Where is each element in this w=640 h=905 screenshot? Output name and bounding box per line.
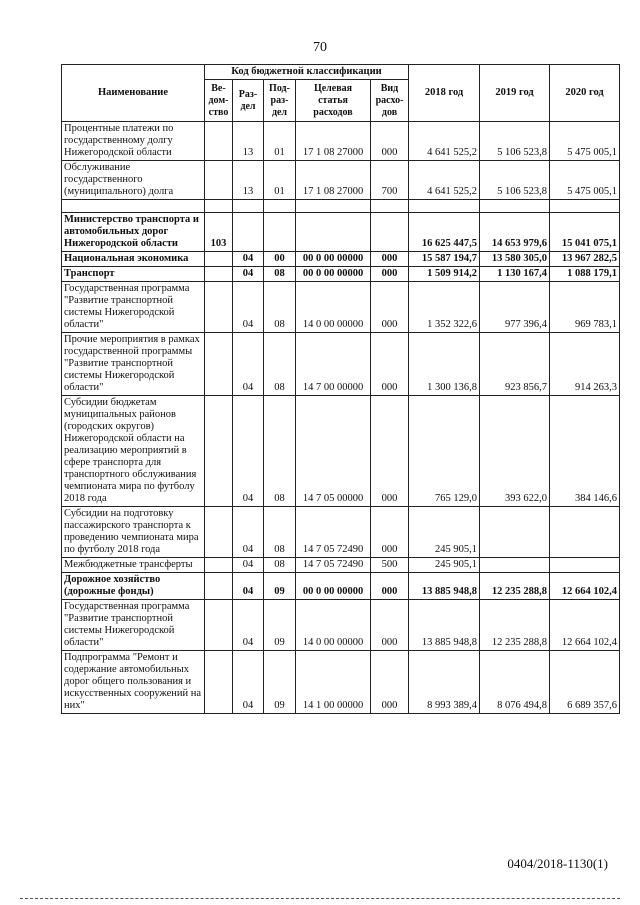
cell-2020: 1 088 179,1: [550, 267, 620, 282]
empty-cell: [550, 200, 620, 213]
empty-cell: [233, 200, 264, 213]
cell-2020: [550, 507, 620, 558]
cell-vedomstvo: [205, 333, 233, 396]
cell-podrazdel: 08: [264, 333, 296, 396]
cell-expense-type: 000: [371, 573, 409, 600]
cell-name: Транспорт: [62, 267, 205, 282]
page-number: 70: [313, 40, 327, 55]
page-bottom-rule: [20, 898, 620, 899]
cell-expense-type: 000: [371, 600, 409, 651]
cell-target-article: 14 1 00 00000: [296, 651, 371, 714]
cell-razdel: 04: [233, 558, 264, 573]
cell-vedomstvo: [205, 600, 233, 651]
cell-target-article: 14 0 00 00000: [296, 600, 371, 651]
cell-2018: 8 993 389,4: [409, 651, 480, 714]
cell-podrazdel: 09: [264, 573, 296, 600]
cell-2019: 1 130 167,4: [480, 267, 550, 282]
empty-cell: [409, 200, 480, 213]
cell-expense-type: 000: [371, 333, 409, 396]
cell-vedomstvo: [205, 651, 233, 714]
cell-2019: 13 580 305,0: [480, 252, 550, 267]
cell-target-article: 00 0 00 00000: [296, 252, 371, 267]
cell-vedomstvo: [205, 267, 233, 282]
cell-2020: 384 146,6: [550, 396, 620, 507]
cell-target-article: 14 7 05 72490: [296, 507, 371, 558]
cell-podrazdel: 08: [264, 282, 296, 333]
cell-expense-type: 000: [371, 507, 409, 558]
cell-2019: 5 106 523,8: [480, 161, 550, 200]
cell-2019: 5 106 523,8: [480, 122, 550, 161]
table-row: [62, 396, 620, 507]
budget-table: [61, 64, 620, 714]
spacer-row: [62, 200, 620, 213]
cell-name: Дорожное хозяйство (дорожные фонды): [62, 573, 205, 600]
cell-vedomstvo: [205, 507, 233, 558]
cell-2019: 393 622,0: [480, 396, 550, 507]
cell-2020: 6 689 357,6: [550, 651, 620, 714]
cell-expense-type: 000: [371, 267, 409, 282]
cell-expense-type: 000: [371, 122, 409, 161]
table-row: [62, 282, 620, 333]
cell-2019: 12 235 288,8: [480, 600, 550, 651]
empty-cell: [296, 200, 371, 213]
cell-name: Государственная программа "Развитие транспортной системы Нижегородской области": [62, 282, 205, 333]
header-vedomstvo: Ве-дом-ство: [205, 80, 233, 122]
cell-razdel: 13: [233, 122, 264, 161]
cell-name: Обслуживание государственного (муниципального) долга: [62, 161, 205, 200]
cell-razdel: 04: [233, 651, 264, 714]
cell-podrazdel: 08: [264, 507, 296, 558]
header-target-article: Целевая статья расходов: [296, 80, 371, 122]
cell-name: Прочие мероприятия в рамках государственной программы "Развитие транспортной системы Нижегородской области": [62, 333, 205, 396]
cell-2020: 969 783,1: [550, 282, 620, 333]
cell-name: Национальная экономика: [62, 252, 205, 267]
cell-razdel: 04: [233, 282, 264, 333]
cell-podrazdel: 09: [264, 651, 296, 714]
cell-razdel: 04: [233, 333, 264, 396]
table-row: [62, 333, 620, 396]
cell-2020: 12 664 102,4: [550, 573, 620, 600]
cell-expense-type: 500: [371, 558, 409, 573]
empty-cell: [62, 200, 205, 213]
cell-2020: 15 041 075,1: [550, 213, 620, 252]
table-row: [62, 573, 620, 600]
cell-name: Субсидии на подготовку пассажирского транспорта к проведению чемпионата мира по футболу 2018 года: [62, 507, 205, 558]
cell-expense-type: 000: [371, 252, 409, 267]
cell-podrazdel: [264, 213, 296, 252]
cell-podrazdel: 01: [264, 161, 296, 200]
empty-cell: [371, 200, 409, 213]
cell-podrazdel: 08: [264, 396, 296, 507]
cell-name: Межбюджетные трансферты: [62, 558, 205, 573]
cell-2018: 1 509 914,2: [409, 267, 480, 282]
cell-razdel: 04: [233, 600, 264, 651]
cell-name: Министерство транспорта и автомобильных дорог Нижегородской области: [62, 213, 205, 252]
cell-2018: 1 352 322,6: [409, 282, 480, 333]
cell-expense-type: [371, 213, 409, 252]
cell-target-article: 17 1 08 27000: [296, 161, 371, 200]
cell-vedomstvo: [205, 122, 233, 161]
cell-vedomstvo: [205, 573, 233, 600]
cell-vedomstvo: [205, 161, 233, 200]
table-row: [62, 122, 620, 161]
cell-2018: 13 885 948,8: [409, 573, 480, 600]
cell-podrazdel: 08: [264, 558, 296, 573]
table-row: [62, 507, 620, 558]
cell-name: Субсидии бюджетам муниципальных районов (городских округов) Нижегородской области на реализацию мероприятий в сфере транспорта для транспортного обслуживания чемпионата мира по футболу 2018 года: [62, 396, 205, 507]
cell-2019: 8 076 494,8: [480, 651, 550, 714]
cell-podrazdel: 01: [264, 122, 296, 161]
cell-2020: 12 664 102,4: [550, 600, 620, 651]
table-row: [62, 213, 620, 252]
cell-target-article: 00 0 00 00000: [296, 267, 371, 282]
table-row: [62, 252, 620, 267]
cell-target-article: 17 1 08 27000: [296, 122, 371, 161]
cell-2018: 4 641 525,2: [409, 161, 480, 200]
document-code: 0404/2018-1130(1): [507, 856, 608, 871]
cell-razdel: 04: [233, 252, 264, 267]
table-row: [62, 651, 620, 714]
cell-2018: 245 905,1: [409, 558, 480, 573]
cell-2019: 12 235 288,8: [480, 573, 550, 600]
cell-2018: 1 300 136,8: [409, 333, 480, 396]
cell-2019: 14 653 979,6: [480, 213, 550, 252]
cell-2019: 923 856,7: [480, 333, 550, 396]
cell-vedomstvo: [205, 252, 233, 267]
cell-2020: 914 263,3: [550, 333, 620, 396]
cell-podrazdel: 00: [264, 252, 296, 267]
table-row: [62, 161, 620, 200]
table-row: [62, 558, 620, 573]
table-row: [62, 600, 620, 651]
header-2020: 2020 год: [550, 65, 620, 122]
cell-2018: 4 641 525,2: [409, 122, 480, 161]
empty-cell: [264, 200, 296, 213]
cell-vedomstvo: 103: [205, 213, 233, 252]
header-2019: 2019 год: [480, 65, 550, 122]
cell-target-article: 14 7 05 00000: [296, 396, 371, 507]
cell-razdel: [233, 213, 264, 252]
cell-vedomstvo: [205, 282, 233, 333]
cell-name: Процентные платежи по государственному долгу Нижегородской области: [62, 122, 205, 161]
cell-expense-type: 000: [371, 282, 409, 333]
header-expense-type: Вид расхо-дов: [371, 80, 409, 122]
cell-expense-type: 000: [371, 651, 409, 714]
empty-cell: [205, 200, 233, 213]
cell-vedomstvo: [205, 558, 233, 573]
cell-2018: 13 885 948,8: [409, 600, 480, 651]
cell-target-article: 14 7 05 72490: [296, 558, 371, 573]
cell-name: Государственная программа "Развитие транспортной системы Нижегородской области": [62, 600, 205, 651]
cell-target-article: 14 0 00 00000: [296, 282, 371, 333]
cell-2018: 765 129,0: [409, 396, 480, 507]
cell-expense-type: 000: [371, 396, 409, 507]
header-classification-group: Код бюджетной классификации: [205, 65, 409, 80]
cell-2018: 16 625 447,5: [409, 213, 480, 252]
cell-razdel: 04: [233, 396, 264, 507]
cell-2020: 13 967 282,5: [550, 252, 620, 267]
cell-vedomstvo: [205, 396, 233, 507]
header-2018: 2018 год: [409, 65, 480, 122]
cell-target-article: 00 0 00 00000: [296, 573, 371, 600]
cell-2020: 5 475 005,1: [550, 161, 620, 200]
cell-2018: 15 587 194,7: [409, 252, 480, 267]
empty-cell: [480, 200, 550, 213]
cell-2019: [480, 558, 550, 573]
cell-podrazdel: 09: [264, 600, 296, 651]
cell-podrazdel: 08: [264, 267, 296, 282]
cell-expense-type: 700: [371, 161, 409, 200]
cell-name: Подпрограмма "Ремонт и содержание автомобильных дорог общего пользования и искусственных сооружений на них": [62, 651, 205, 714]
cell-2020: 5 475 005,1: [550, 122, 620, 161]
cell-razdel: 04: [233, 507, 264, 558]
cell-razdel: 04: [233, 267, 264, 282]
cell-2019: 977 396,4: [480, 282, 550, 333]
cell-2020: [550, 558, 620, 573]
header-razdel: Раз-дел: [233, 80, 264, 122]
cell-razdel: 04: [233, 573, 264, 600]
table-row: [62, 267, 620, 282]
cell-target-article: [296, 213, 371, 252]
cell-target-article: 14 7 00 00000: [296, 333, 371, 396]
header-podrazdel: Под-раз-дел: [264, 80, 296, 122]
cell-2018: 245 905,1: [409, 507, 480, 558]
cell-razdel: 13: [233, 161, 264, 200]
cell-2019: [480, 507, 550, 558]
header-name: Наименование: [62, 65, 205, 122]
